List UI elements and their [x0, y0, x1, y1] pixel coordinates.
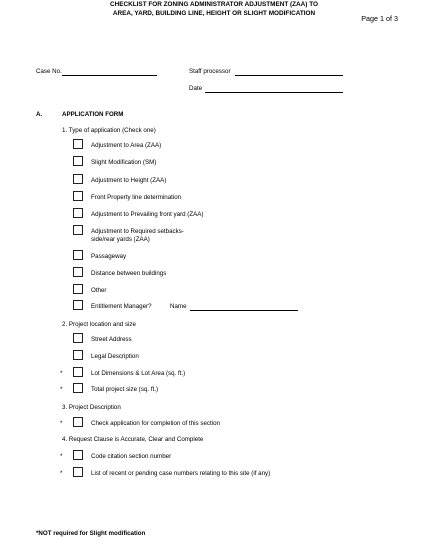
checkbox-distance-between-buildings[interactable]: [73, 267, 83, 277]
name-label: Name: [170, 303, 187, 310]
item-2-label: 2. Project location and size: [62, 321, 136, 328]
option-front-property-line: Front Property line determination: [91, 194, 182, 201]
required-asterisk: *: [60, 370, 63, 377]
checkbox-passageway[interactable]: [73, 250, 83, 260]
checkbox-entitlement-manager[interactable]: [73, 300, 83, 310]
option-code-citation: Code citation section number: [91, 453, 172, 460]
section-a-title: APPLICATION FORM: [62, 111, 124, 118]
option-slight-modification: Slight Modification (SM): [91, 159, 157, 166]
checkbox-other[interactable]: [73, 284, 83, 294]
option-required-setbacks-line-2: side/rear yards (ZAA): [91, 236, 150, 243]
option-street-address: Street Address: [91, 336, 132, 343]
case-no-label: Case No.: [36, 68, 62, 75]
required-asterisk: *: [60, 386, 63, 393]
date-label: Date: [189, 85, 203, 92]
case-no-field[interactable]: [62, 75, 157, 76]
option-lot-dimensions: Lot Dimensions & Lot Area (sq. ft.): [91, 370, 186, 377]
checkbox-recent-case-numbers[interactable]: [73, 467, 83, 477]
checkbox-front-property-line[interactable]: [73, 191, 83, 201]
required-asterisk: *: [60, 453, 63, 460]
date-field[interactable]: [205, 92, 343, 93]
checkbox-check-application[interactable]: [73, 417, 83, 427]
option-required-setbacks-line-1: Adjustment to Required setbacks-: [91, 228, 184, 235]
option-adjustment-area: Adjustment to Area (ZAA): [91, 142, 162, 149]
page-number: Page 1 of 3: [361, 14, 398, 23]
option-legal-description: Legal Description: [91, 353, 139, 360]
checkbox-street-address[interactable]: [73, 333, 83, 343]
name-field[interactable]: [190, 310, 298, 311]
title-line-1: CHECKLIST FOR ZONING ADMINISTRATOR ADJUSTMENT (ZAA) TO: [110, 1, 318, 8]
checkbox-legal-description[interactable]: [73, 350, 83, 360]
checkbox-adjustment-height[interactable]: [73, 174, 83, 184]
option-check-application: Check application for completion of this section: [91, 420, 220, 427]
option-distance-between-buildings: Distance between buildings: [91, 270, 167, 277]
staff-processor-label: Staff processor: [189, 68, 231, 75]
checkbox-adjustment-area[interactable]: [73, 139, 83, 149]
section-a-letter: A.: [36, 111, 43, 118]
checkbox-lot-dimensions[interactable]: [73, 367, 83, 377]
option-other: Other: [91, 287, 107, 294]
option-prevailing-front-yard: Adjustment to Prevailing front yard (ZAA): [91, 211, 204, 218]
staff-processor-field[interactable]: [235, 75, 343, 76]
required-asterisk: *: [60, 420, 63, 427]
item-1-label: 1. Type of application (Check one): [62, 127, 156, 134]
checkbox-total-project-size[interactable]: [73, 383, 83, 393]
checkbox-slight-modification[interactable]: [73, 156, 83, 166]
option-entitlement-manager: Entitlement Manager?: [91, 303, 152, 310]
checkbox-prevailing-front-yard[interactable]: [73, 208, 83, 218]
item-4-label: 4. Request Clause is Accurate, Clear and Complete: [62, 436, 204, 443]
option-adjustment-height: Adjustment to Height (ZAA): [91, 177, 167, 184]
option-total-project-size: Total project size (sq. ft.): [91, 386, 159, 393]
required-asterisk: *: [60, 470, 63, 477]
footnote: *NOT required for Slight modification: [36, 530, 146, 537]
title-line-2: AREA, YARD, BUILDING LINE, HEIGHT OR SLIGHT MODIFICATION: [112, 10, 316, 17]
option-recent-case-numbers: List of recent or pending case numbers relating to this site (if any): [91, 470, 271, 477]
checkbox-code-citation[interactable]: [73, 450, 83, 460]
item-3-label: 3. Project Description: [62, 404, 121, 411]
checkbox-required-setbacks[interactable]: [73, 225, 83, 235]
option-passageway: Passageway: [91, 253, 127, 260]
